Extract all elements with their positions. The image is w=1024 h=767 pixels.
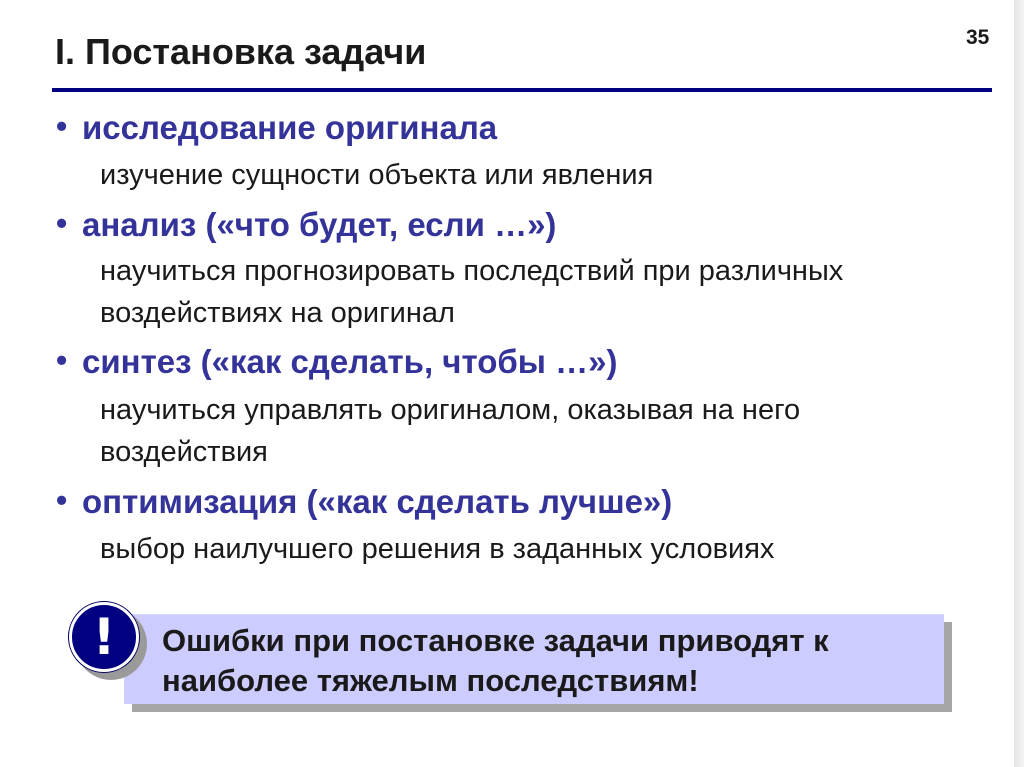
topic-description-line: выбор наилучшего решения в заданных условиях bbox=[100, 533, 775, 565]
topic-heading: синтез («как сделать, чтобы …») bbox=[82, 343, 618, 380]
topic-description-line: научиться прогнозировать последствий при различных bbox=[100, 255, 844, 287]
topic-description-line: воздействиях на оригинал bbox=[100, 297, 455, 329]
topic-heading: анализ («что будет, если …») bbox=[82, 206, 557, 243]
topic-description-line: изучение сущности объекта или явления bbox=[100, 159, 654, 191]
slide-title: I. Постановка задачи bbox=[55, 31, 427, 72]
note-text bbox=[162, 621, 829, 701]
bullet-marker: • bbox=[56, 108, 68, 144]
exclamation-icon: ! bbox=[69, 602, 139, 672]
bullet-marker: • bbox=[56, 205, 68, 241]
topic-heading: исследование оригинала bbox=[82, 109, 498, 146]
topic-heading: оптимизация («как сделать лучше») bbox=[82, 483, 673, 520]
topic-description-line: воздействия bbox=[100, 436, 268, 468]
note-line: наиболее тяжелым последствиям! bbox=[162, 663, 699, 698]
note-line: Ошибки при постановке задачи приводят к bbox=[162, 623, 829, 658]
slide-number: 35 bbox=[966, 26, 990, 49]
bullet-marker: • bbox=[56, 482, 68, 518]
bullet-marker: • bbox=[56, 342, 68, 378]
topic-description-line: научиться управлять оригиналом, оказывая на него bbox=[100, 394, 801, 426]
